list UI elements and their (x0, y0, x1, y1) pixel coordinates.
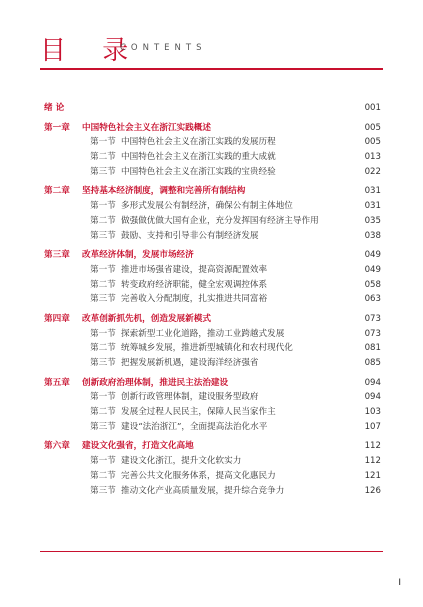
toc-chapter-entry[interactable] (40, 376, 383, 391)
entry-page-number: 013 (364, 152, 381, 163)
page-number: I (398, 578, 401, 588)
entry-title: 建设文化浙江，提升文化软实力 (121, 456, 242, 467)
entry-number: 第一节 (90, 264, 116, 275)
toc-section-entry[interactable] (40, 229, 383, 244)
entry-title: 建设文化强省，打造文化高地 (82, 441, 194, 452)
entry-title: 创新行政管理体制，建设服务型政府 (121, 392, 259, 403)
toc-section-entry[interactable] (40, 390, 383, 405)
entry-title: 改革经济体制，发展市场经济 (82, 250, 194, 261)
entry-page-number: 085 (364, 358, 381, 368)
entry-page-number: 094 (364, 392, 381, 403)
entry-page-number: 103 (364, 407, 381, 418)
entry-page-number: 049 (364, 264, 381, 275)
entry-number: 第二节 (90, 470, 116, 481)
toc-chapter-entry[interactable] (40, 312, 383, 327)
toc-section-entry[interactable] (40, 454, 383, 469)
entry-page-number: 094 (364, 377, 381, 388)
entry-page-number: 112 (364, 441, 381, 452)
entry-title: 中国特色社会主义在浙江实践概述 (82, 122, 211, 133)
toc-chapter-entry[interactable] (40, 121, 383, 136)
entry-number: 第二章 (44, 186, 70, 197)
entry-title: 中国特色社会主义在浙江实践的宝贵经验 (121, 166, 276, 177)
toc-section-entry[interactable] (40, 292, 383, 307)
entry-title: 探索新型工业化道路，推动工业跨越式发展 (121, 328, 285, 339)
entry-title: 发展全过程人民民主，保障人民当家作主 (121, 407, 276, 418)
entry-title: 完善收入分配制度，扎实推进共同富裕 (121, 294, 268, 305)
entry-title: 创新政府治理体制，推进民主法治建设 (82, 377, 229, 388)
entry-page-number: 001 (364, 103, 381, 113)
toc-section-entry[interactable] (40, 405, 383, 420)
toc-header (40, 30, 383, 90)
toc-chapter-entry[interactable] (40, 184, 383, 199)
entry-title: 把握发展新机遇，建设海洋经济强省 (121, 358, 259, 368)
entry-number: 第三章 (44, 250, 70, 261)
toc-section-entry[interactable] (40, 356, 383, 371)
toc-section-entry[interactable] (40, 420, 383, 435)
entry-title: 改革创新抓先机，创造发展新模式 (82, 313, 211, 324)
entry-page-number: 005 (364, 137, 381, 148)
entry-page-number: 112 (364, 456, 381, 467)
entry-page-number: 073 (364, 328, 381, 339)
entry-number: 第一章 (44, 122, 70, 133)
entry-number: 第一节 (90, 328, 116, 339)
toc-section-entry[interactable] (40, 150, 383, 165)
entry-number: 第三节 (90, 230, 116, 241)
entry-page-number: 126 (364, 485, 381, 496)
entry-number: 第四章 (44, 313, 70, 324)
entry-page-number: 107 (364, 421, 381, 432)
entry-title: 转变政府经济职能，健全宏观调控体系 (121, 279, 268, 290)
footer-divider (40, 551, 383, 552)
entry-title: 多形式发展公有制经济，确保公有制主体地位 (121, 201, 293, 212)
entry-number: 第二节 (90, 152, 116, 163)
toc-section-entry[interactable] (40, 199, 383, 214)
page-subtitle: CONTENTS (120, 43, 207, 53)
entry-page-number: 035 (364, 215, 381, 226)
toc-section-entry[interactable] (40, 165, 383, 180)
entry-number: 第六章 (44, 441, 70, 452)
entry-number: 第一节 (90, 137, 116, 148)
entry-title: 完善公共文化服务体系，提高文化惠民力 (121, 470, 276, 481)
toc-section-entry[interactable] (40, 278, 383, 293)
entry-number: 第二节 (90, 215, 116, 226)
header-divider (40, 68, 383, 70)
entry-number: 第二节 (90, 407, 116, 418)
entry-page-number: 049 (364, 250, 381, 261)
entry-title: 坚持基本经济制度，调整和完善所有制结构 (82, 186, 246, 197)
entry-page-number: 005 (364, 122, 381, 133)
entry-number: 绪 论 (44, 103, 65, 113)
entry-title: 统筹城乡发展，推进新型城镇化和农村现代化 (121, 343, 293, 354)
toc-section-entry[interactable] (40, 484, 383, 499)
toc-section-entry[interactable] (40, 135, 383, 150)
entry-page-number: 063 (364, 294, 381, 305)
toc-chapter-entry[interactable] (40, 101, 383, 116)
entry-title: 鼓励、支持和引导非公有制经济发展 (121, 230, 259, 241)
entry-number: 第一节 (90, 201, 116, 212)
toc-section-entry[interactable] (40, 469, 383, 484)
entry-title: 推进市场强省建设，提高资源配置效率 (121, 264, 268, 275)
toc-section-entry[interactable] (40, 214, 383, 229)
entry-number: 第一节 (90, 456, 116, 467)
entry-number: 第五章 (44, 377, 70, 388)
entry-number: 第三节 (90, 485, 116, 496)
toc-section-entry[interactable] (40, 327, 383, 342)
entry-title: 做强做优做大国有企业，充分发挥国有经济主导作用 (121, 215, 319, 226)
entry-number: 第二节 (90, 279, 116, 290)
entry-number: 第三节 (90, 358, 116, 368)
entry-page-number: 058 (364, 279, 381, 290)
entry-number: 第三节 (90, 166, 116, 177)
entry-page-number: 022 (364, 166, 381, 177)
table-of-contents (40, 101, 383, 498)
entry-page-number: 121 (364, 470, 381, 481)
entry-title: 中国特色社会主义在浙江实践的重大成就 (121, 152, 276, 163)
entry-title: 建设“法治浙江”，全面提高法治化水平 (121, 421, 268, 432)
toc-chapter-entry[interactable] (40, 439, 383, 454)
toc-chapter-entry[interactable] (40, 248, 383, 263)
entry-page-number: 038 (364, 230, 381, 241)
page-title: 目 录 (40, 36, 143, 66)
toc-section-entry[interactable] (40, 341, 383, 356)
entry-page-number: 031 (364, 201, 381, 212)
entry-number: 第三节 (90, 294, 116, 305)
toc-section-entry[interactable] (40, 263, 383, 278)
entry-title: 中国特色社会主义在浙江实践的发展历程 (121, 137, 276, 148)
entry-number: 第二节 (90, 343, 116, 354)
entry-page-number: 081 (364, 343, 381, 354)
entry-number: 第一节 (90, 392, 116, 403)
entry-number: 第三节 (90, 421, 116, 432)
entry-title: 推动文化产业高质量发展，提升综合竞争力 (121, 485, 285, 496)
entry-page-number: 031 (364, 186, 381, 197)
entry-page-number: 073 (364, 313, 381, 324)
